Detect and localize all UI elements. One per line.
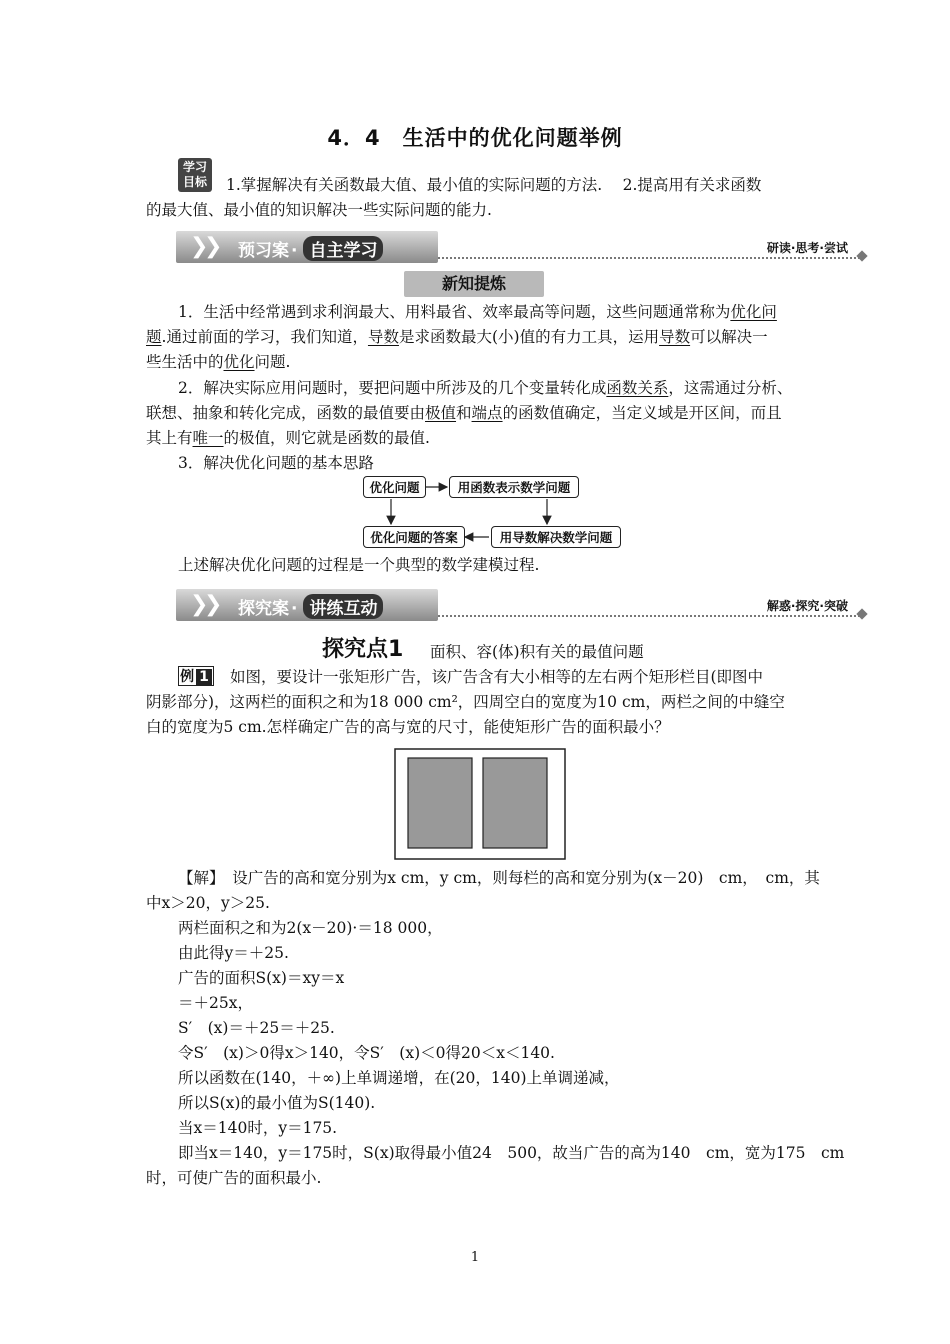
section-heading: 探究点1	[322, 637, 404, 662]
solution-line12: 即当x＝140，y＝175时，S(x)取得最小值24 500，故当广告的高为140 cm，宽为175 cm	[178, 1144, 845, 1162]
solution-line2: 中x＞20，y＞25.	[146, 894, 270, 912]
solution-line1: 【解】 设广告的高和宽分别为x cm，y cm，则每栏的高和宽分别为(x－20) cm， cm，其	[178, 869, 820, 887]
solution-line4: 由此得y＝＋25.	[178, 944, 289, 962]
preview-banner	[176, 231, 866, 263]
flow-box-answer: 优化问题的答案	[363, 526, 465, 548]
solution-line8: 令S′ (x)＞0得x＞140，令S′ (x)＜0得20＜x＜140.	[178, 1044, 555, 1062]
solution-line7: S′ (x)＝＋25＝＋25.	[178, 1019, 335, 1037]
paragraph-2-line3: 其上有唯一的极值，则它就是函数的最值.	[146, 429, 430, 447]
solution-line6: ＝＋25x，	[178, 994, 253, 1012]
banner-bar	[176, 589, 438, 621]
solution-line10: 所以S(x)的最小值为S(140).	[178, 1094, 376, 1112]
paragraph-1-line1: 1．生活中经常遇到求利润最大、用料最省、效率最高等问题，这些问题通常称为优化问	[178, 303, 777, 321]
example-tag: 例 1	[178, 666, 214, 686]
ad-column-left	[408, 758, 472, 848]
paragraph-1-line3: 些生活中的优化问题.	[146, 353, 291, 371]
paragraph-4: 上述解决优化问题的过程是一个典型的数学建模过程.	[178, 556, 540, 574]
diamond-icon	[856, 608, 867, 619]
banner-divider	[438, 257, 860, 259]
solution-line3: 两栏面积之和为2(x－20)·＝18 000，	[178, 919, 443, 937]
banner-divider	[438, 615, 860, 617]
example-line2: 阴影部分)，这两栏的面积之和为18 000 cm²，四周空白的宽度为10 cm，两栏之间的中缝空	[146, 693, 785, 711]
section-subtitle: 面积、容(体)积有关的最值问题	[430, 643, 644, 661]
diamond-icon	[856, 250, 867, 261]
example-line1: 如图，要设计一张矩形广告，该广告含有大小相等的左右两个矩形栏目(即图中	[230, 668, 764, 686]
banner-title: 预习案 · 自主学习	[238, 236, 383, 261]
banner-tagline: 解惑·探究·突破	[766, 599, 848, 613]
chevron-right-icon: ❯	[204, 592, 223, 617]
badge-line2: 目标	[182, 175, 207, 189]
banner-tagline: 研读·思考·尝试	[766, 241, 848, 255]
paragraph-1-line2: 题.通过前面的学习，我们知道，导数是求函数最大(小)值的有力工具，运用导数可以解决一	[146, 328, 768, 346]
banner-bar	[176, 231, 438, 263]
paragraph-2-line2: 联想、抽象和转化完成，函数的最值要由极值和端点的函数值确定，当定义域是开区间，而且	[146, 404, 782, 422]
banner-title: 探究案 · 讲练互动	[238, 594, 383, 619]
solution-line9: 所以函数在(140，＋∞)上单调递增，在(20，140)上单调递减，	[178, 1069, 620, 1087]
goal-line2: 的最大值、最小值的知识解决一些实际问题的能力.	[146, 201, 492, 219]
ad-column-right	[483, 758, 547, 848]
chevron-right-icon: ❯	[190, 592, 209, 617]
learning-goal-badge	[178, 158, 212, 192]
badge-line1: 学习	[182, 160, 207, 174]
flow-box-problem: 优化问题	[363, 476, 426, 498]
chevron-right-icon: ❯	[204, 234, 223, 259]
flow-box-derivative: 用导数解决数学问题	[491, 526, 621, 548]
page-number: 1	[470, 1250, 480, 1265]
explore-banner	[176, 589, 866, 621]
paragraph-2-line1: 2．解决实际应用问题时，要把问题中所涉及的几个变量转化成函数关系，这需通过分析、	[178, 379, 793, 397]
flow-box-function: 用函数表示数学问题	[449, 476, 579, 498]
chevron-right-icon: ❯	[190, 234, 209, 259]
page-title: 4．4 生活中的优化问题举例	[327, 126, 623, 150]
section-subhead: 新知提炼	[404, 271, 544, 297]
solution-line5: 广告的面积S(x)＝xy＝x	[178, 969, 345, 987]
solution-line13: 时，可使广告的面积最小.	[146, 1169, 322, 1187]
ad-figure	[394, 748, 566, 860]
solution-line11: 当x＝140时，y＝175.	[178, 1119, 338, 1137]
example-line3: 白的宽度为5 cm.怎样确定广告的高与宽的尺寸，能使矩形广告的面积最小？	[146, 718, 670, 736]
paragraph-3: 3．解决优化问题的基本思路	[178, 454, 374, 472]
goal-line1: 1.掌握解决有关函数最大值、最小值的实际问题的方法. 2.提高用有关求函数	[226, 176, 762, 194]
